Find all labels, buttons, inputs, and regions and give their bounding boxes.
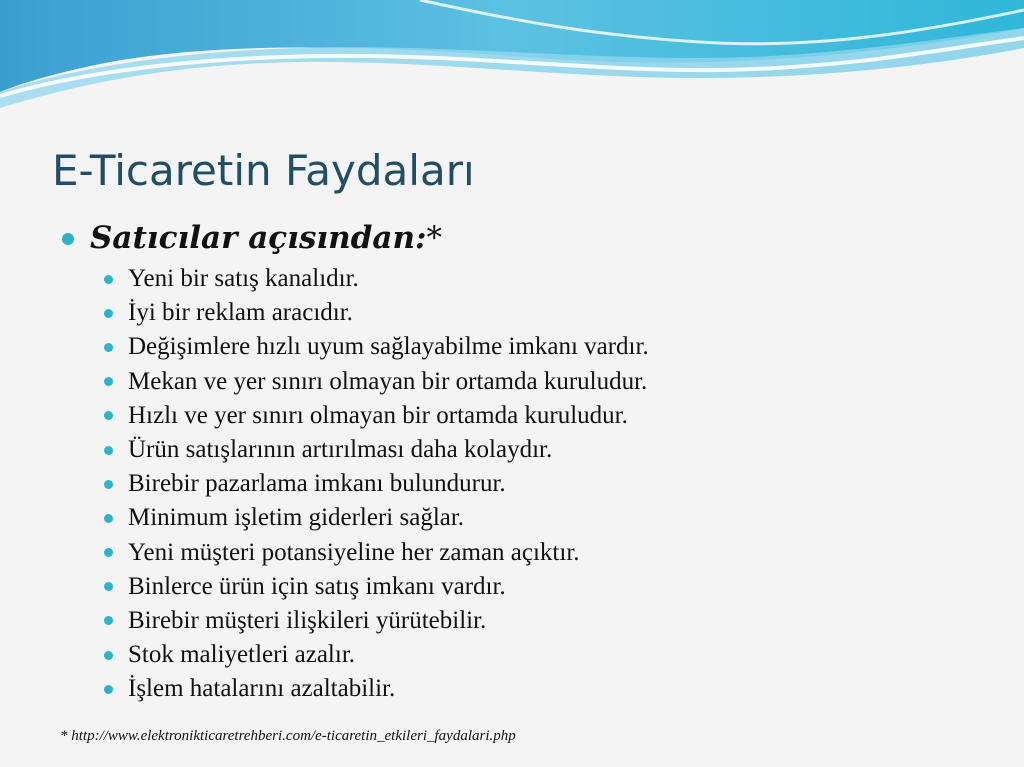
list-item bbox=[104, 672, 649, 706]
bullet-icon bbox=[104, 514, 113, 523]
list-item bbox=[104, 330, 649, 364]
list-item bbox=[104, 570, 649, 604]
list-item bbox=[104, 262, 649, 296]
bullet-icon bbox=[104, 548, 113, 557]
list-item bbox=[104, 501, 649, 535]
bullet-icon bbox=[104, 651, 113, 660]
footnote-mark: * bbox=[426, 220, 442, 256]
bullet-icon bbox=[104, 275, 113, 284]
list-item bbox=[104, 536, 649, 570]
bullet-icon bbox=[104, 480, 113, 489]
list-item bbox=[104, 604, 649, 638]
benefits-list bbox=[104, 262, 649, 706]
header-wave-decoration bbox=[0, 0, 1024, 120]
list-item bbox=[104, 433, 649, 467]
bullet-icon bbox=[104, 685, 113, 694]
list-item bbox=[104, 365, 649, 399]
list-item-text: İyi bir reklam aracıdır. bbox=[128, 299, 353, 327]
list-item-text: Yeni bir satış kanalıdır. bbox=[128, 265, 359, 293]
source-footnote: * http://www.elektronikticaretrehberi.com/e-ticaretin_etkileri_faydalari.php bbox=[60, 728, 516, 744]
bullet-icon bbox=[104, 411, 113, 420]
list-item-text: Birebir pazarlama imkanı bulundurur. bbox=[128, 470, 506, 498]
bullet-icon bbox=[104, 616, 113, 625]
list-item-text: Yeni müşteri potansiyeline her zaman açıktır. bbox=[128, 538, 580, 566]
bullet-icon bbox=[104, 377, 113, 386]
list-item-text: Stok maliyetleri azalır. bbox=[128, 641, 356, 669]
list-item bbox=[104, 296, 649, 330]
list-item-text: Hızlı ve yer sınırı olmayan bir ortamda kuruludur. bbox=[128, 401, 628, 429]
list-item-text: Minimum işletim giderleri sağlar. bbox=[128, 504, 465, 532]
bullet-icon bbox=[104, 309, 113, 318]
section-heading: Satıcılar açısından: bbox=[90, 220, 427, 256]
list-item-text: Ürün satışlarının artırılması daha kolaydır. bbox=[128, 436, 553, 464]
slide-title: E-Ticaretin Faydaları bbox=[52, 146, 475, 195]
bullet-icon bbox=[62, 233, 74, 245]
bullet-icon bbox=[104, 446, 113, 455]
list-item-text: Birebir müşteri ilişkileri yürütebilir. bbox=[128, 606, 487, 634]
list-item bbox=[104, 467, 649, 501]
bullet-icon bbox=[104, 343, 113, 352]
bullet-icon bbox=[104, 582, 113, 591]
list-item-text: İşlem hatalarını azaltabilir. bbox=[128, 675, 396, 703]
list-item-text: Binlerce ürün için satış imkanı vardır. bbox=[128, 572, 506, 600]
list-item-text: Değişimlere hızlı uyum sağlayabilme imkanı vardır. bbox=[128, 333, 649, 361]
list-item-text: Mekan ve yer sınırı olmayan bir ortamda kuruludur. bbox=[128, 367, 648, 395]
main-bullet-item bbox=[62, 220, 442, 256]
list-item bbox=[104, 638, 649, 672]
list-item bbox=[104, 399, 649, 433]
